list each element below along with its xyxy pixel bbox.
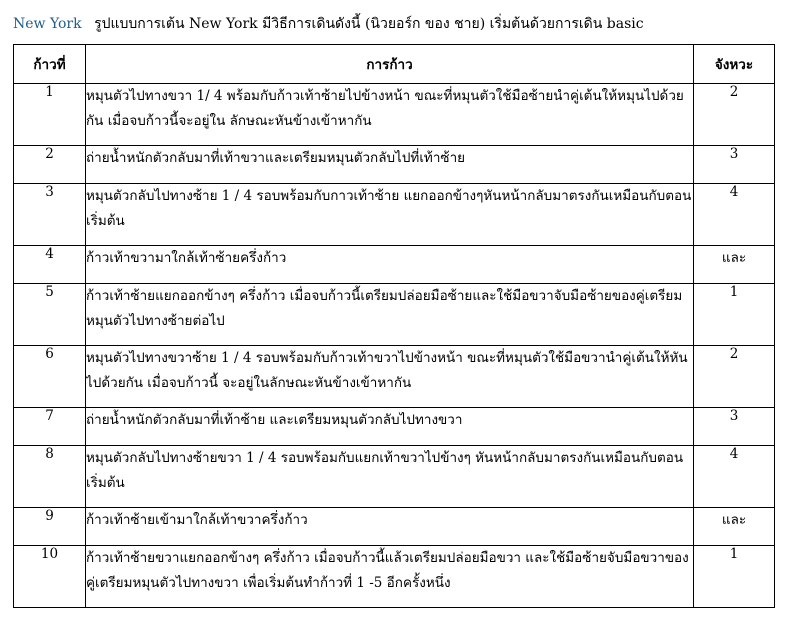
header-text: รูปแบบการเต้น New York มีวิธีการเดินดังนี้ (นิวยอร์ก ของ ชาย) เริ่มต้นด้วยการเดิน basic	[94, 16, 644, 32]
step-beat: 3	[694, 408, 775, 446]
step-description: หมุนตัวกลับไปทางซ้าย 1 / 4 รอบพร้อมกับกาวเท้าซ้าย แยกออกข้างๆหันหน้ากลับมาตรงกันเหมือนกับตอนเริ่มต้น	[86, 184, 694, 246]
column-header-description: การก้าว	[86, 45, 694, 84]
table-row	[14, 184, 775, 246]
step-number: 7	[14, 408, 86, 446]
table-row	[14, 284, 775, 346]
steps-table	[13, 44, 775, 608]
step-number: 1	[14, 84, 86, 146]
step-description: ก้าวเท้าซ้ายแยกออกข้างๆ ครึ่งก้าว เมื่อจบก้าวนี้เตรียมปล่อยมือซ้ายและใช้มือขวาจับมือซ้ายของคู่เตรียมหมุนตัวไปทางซ้ายต่อไป	[86, 284, 694, 346]
step-number: 6	[14, 346, 86, 408]
step-beat: 1	[694, 546, 775, 608]
step-description: ถ่ายน้ำหนักตัวกลับมาที่เท้าขวาและเตรียมหมุนตัวกลับไปที่เท้าซ้าย	[86, 146, 694, 184]
step-description: ถ่ายน้ำหนักตัวกลับมาที่เท้าซ้าย และเตรียมหมุนตัวกลับไปทางขวา	[86, 408, 694, 446]
step-beat: และ	[694, 246, 775, 284]
step-number: 5	[14, 284, 86, 346]
step-beat: 4	[694, 184, 775, 246]
header-tag: New York	[13, 16, 82, 32]
step-number: 3	[14, 184, 86, 246]
step-number: 4	[14, 246, 86, 284]
table-row	[14, 146, 775, 184]
table-row	[14, 408, 775, 446]
step-beat: และ	[694, 508, 775, 546]
step-number: 2	[14, 146, 86, 184]
step-description: ก้าวเท้าซ้ายขวาแยกออกข้างๆ ครึ่งก้าว เมื่อจบก้าวนี้แล้วเตรียมปล่อยมือขวา และใช้มือซ้ายจับมือขวาของคู่เตรียมหมุนตัวไปทางขวา เพื่อเริ่มต้นทำก้าวที่ 1 -5 อีกครั้งหนึ่ง	[86, 546, 694, 608]
step-description: ก้าวเท้าขวามาใกล้เท้าซ้ายครึ่งก้าว	[86, 246, 694, 284]
page-header	[13, 13, 644, 35]
step-beat: 4	[694, 446, 775, 508]
table-header-row	[14, 45, 775, 84]
step-beat: 1	[694, 284, 775, 346]
step-number: 9	[14, 508, 86, 546]
column-header-beat: จังหวะ	[694, 45, 775, 84]
step-number: 10	[14, 546, 86, 608]
table-row	[14, 508, 775, 546]
step-beat: 2	[694, 346, 775, 408]
table-row	[14, 346, 775, 408]
step-beat: 2	[694, 84, 775, 146]
step-beat: 3	[694, 146, 775, 184]
step-description: หมุนตัวไปทางขวาซ้าย 1 / 4 รอบพร้อมกับก้าวเท้าขวาไปข้างหน้า ขณะที่หมุนตัวใช้มือขวานำคู่เต้นให้หันไปด้วยกัน เมื่อจบก้าวนี้ จะอยู่ในลักษณะหันข้างเข้าหากัน	[86, 346, 694, 408]
table-row	[14, 84, 775, 146]
table-row	[14, 546, 775, 608]
step-description: หมุนตัวกลับไปทางซ้ายขวา 1 / 4 รอบพร้อมกับแยกเท้าขวาไปข้างๆ หันหน้ากลับมาตรงกันเหมือนกับตอนเริ่มต้น	[86, 446, 694, 508]
step-description: ก้าวเท้าซ้ายเข้ามาใกล้เท้าขวาครึ่งก้าว	[86, 508, 694, 546]
table-row	[14, 446, 775, 508]
column-header-step: ก้าวที่	[14, 45, 86, 84]
step-description: หมุนตัวไปทางขวา 1/ 4 พร้อมกับก้าวเท้าซ้ายไปข้างหน้า ขณะที่หมุนตัวใช้มือซ้ายนำคู่เต้นให้หมุนไปด้วยกัน เมื่อจบก้าวนี้จะอยู่ใน ลักษณะหันข้างเข้าหากัน	[86, 84, 694, 146]
step-number: 8	[14, 446, 86, 508]
table-row	[14, 246, 775, 284]
